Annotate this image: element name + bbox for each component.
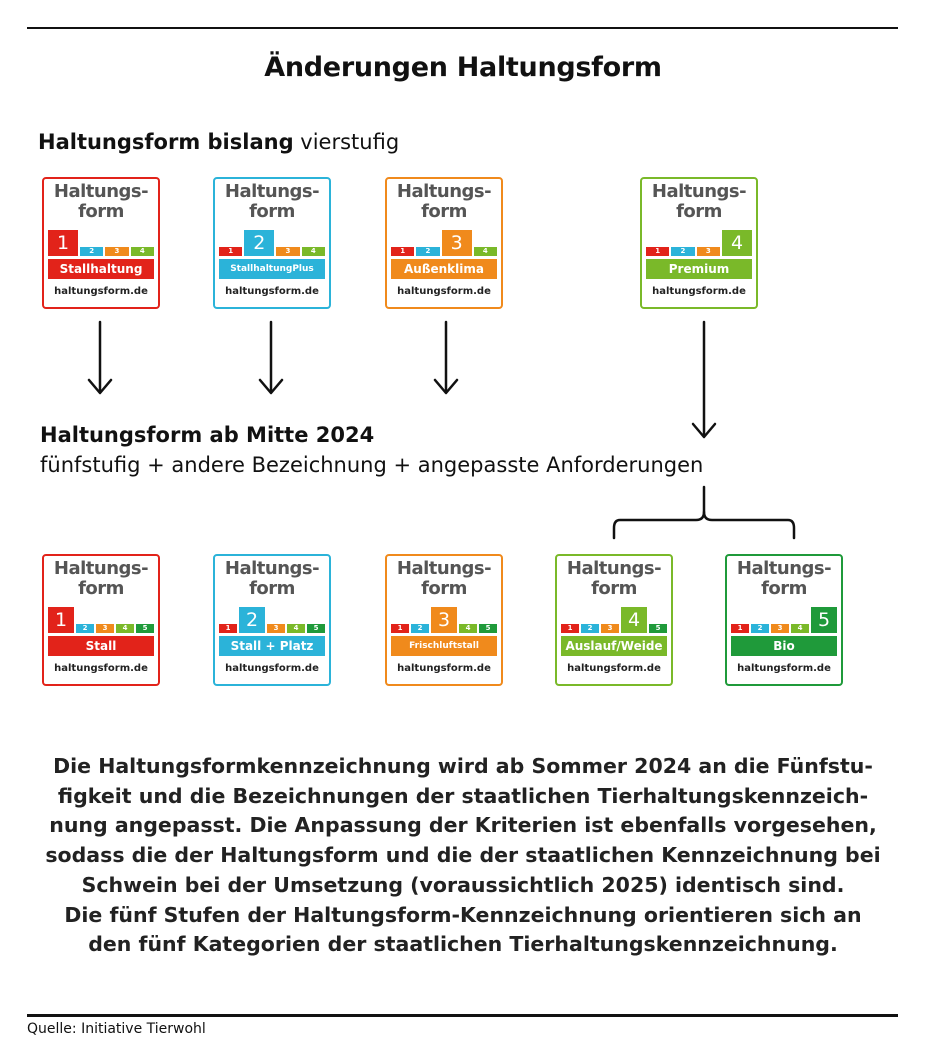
arrow-down-icon [89,322,111,393]
label-heading [557,559,671,599]
label-url: haltungsform.de [225,663,319,674]
label-name-band: Auslauf/Weide [561,636,667,656]
level-scale [48,607,154,633]
level-step-1: 1 [391,247,414,256]
section-new-subheading: fünfstufig + andere Bezeichnung + angepasste Anforderungen [40,453,704,477]
label-heading-line2: form [78,578,124,599]
haltungsform-label-3 [385,554,503,686]
label-name-band: Außenklima [391,259,497,279]
level-step-3: 3 [442,230,472,256]
level-step-3: 3 [267,624,285,633]
label-url: haltungsform.de [737,663,831,674]
description-line: Die Haltungsformkennzeichnung wird ab Sommer 2024 an die Fünfstu- [53,754,873,778]
description-line: nung angepasst. Die Anpassung der Kriterien ist ebenfalls vorgesehen, [49,813,877,838]
description-line: Schwein bei der Umsetzung (voraussichtlich 2025) identisch sind. [81,872,845,897]
level-step-2: 2 [581,624,599,633]
arrow-down-icon [435,322,457,393]
section-old-bold: Haltungsform bislang [38,130,294,154]
label-heading-line2: form [421,578,467,599]
level-scale [561,607,667,633]
description [30,752,896,960]
section-new-heading: Haltungsform ab Mitte 2024 [40,423,375,447]
level-step-4: 4 [722,230,752,256]
bottom-rule [27,1014,898,1017]
label-name-band: Stallhaltung [48,259,154,279]
label-heading-line2: form [249,578,295,599]
level-step-2: 2 [416,247,439,256]
label-url: haltungsform.de [567,663,661,674]
level-step-2: 2 [239,607,265,633]
level-step-2: 2 [76,624,94,633]
label-name-band: Frischluftstall [391,636,497,656]
label-name-band: Premium [646,259,752,279]
level-step-3: 3 [601,624,619,633]
label-heading-line2: form [421,201,467,222]
label-heading-line1: Haltungs- [53,558,149,579]
level-step-3: 3 [771,624,789,633]
level-step-4: 4 [621,607,647,633]
label-heading-line1: Haltungs- [53,181,149,202]
haltungsform-label-4 [555,554,673,686]
level-step-2: 2 [751,624,769,633]
label-heading [44,559,158,599]
level-step-1: 1 [731,624,749,633]
level-step-5: 5 [479,624,497,633]
label-heading-line1: Haltungs- [651,181,747,202]
level-step-4: 4 [131,247,154,256]
label-heading-line2: form [591,578,637,599]
label-name-band: Bio [731,636,837,656]
level-scale [731,607,837,633]
label-url: haltungsform.de [397,286,491,297]
level-step-5: 5 [649,624,667,633]
label-name-band: Stall [48,636,154,656]
level-step-4: 4 [302,247,325,256]
label-heading-line1: Haltungs- [396,558,492,579]
label-name-band: Stall + Platz [219,636,325,656]
level-step-3: 3 [431,607,457,633]
source-note: Quelle: Initiative Tierwohl [27,1021,206,1037]
level-step-3: 3 [96,624,114,633]
label-name-band: StallhaltungPlus [219,259,325,279]
label-heading-line2: form [761,578,807,599]
arrow-down-icon [260,322,282,393]
brace-icon [614,487,794,538]
arrow-down-icon [693,322,715,437]
level-step-5: 5 [136,624,154,633]
level-step-1: 1 [646,247,669,256]
label-heading-line1: Haltungs- [396,181,492,202]
level-scale [219,607,325,633]
label-heading-line2: form [78,201,124,222]
level-step-3: 3 [105,247,128,256]
label-url: haltungsform.de [54,286,148,297]
level-step-4: 4 [116,624,134,633]
level-step-4: 4 [459,624,477,633]
label-heading-line1: Haltungs- [566,558,662,579]
level-step-4: 4 [791,624,809,633]
level-step-2: 2 [244,230,274,256]
level-step-4: 4 [287,624,305,633]
level-step-3: 3 [697,247,720,256]
description-line: sodass die der Haltungsform und die der staatlichen Kennzeichnung bei [45,843,881,868]
level-step-1: 1 [48,607,74,633]
description-line: Die fünf Stufen der Haltungsform-Kennzeichnung orientieren sich an [64,902,862,927]
description-line: den fünf Kategorien der staatlichen Tierhaltungskennzeichnung. [88,932,838,957]
label-heading-line1: Haltungs- [736,558,832,579]
description-line: figkeit und die Bezeichnungen der staatlichen Tierhaltungskennzeich- [57,783,869,808]
label-heading-line2: form [249,201,295,222]
label-heading [387,559,501,599]
label-url: haltungsform.de [397,663,491,674]
haltungsform-label-2 [213,554,331,686]
haltungsform-label-5 [725,554,843,686]
level-step-2: 2 [671,247,694,256]
section-old-rest: vierstufig [293,130,400,154]
level-step-1: 1 [561,624,579,633]
level-step-1: 1 [219,624,237,633]
level-step-1: 1 [219,247,242,256]
label-heading-line1: Haltungs- [224,558,320,579]
label-heading-line1: Haltungs- [224,181,320,202]
level-step-3: 3 [276,247,299,256]
level-scale [391,607,497,633]
label-url: haltungsform.de [225,286,319,297]
label-url: haltungsform.de [652,286,746,297]
level-step-2: 2 [80,247,103,256]
haltungsform-label-1 [42,554,160,686]
page-title: Änderungen Haltungsform [264,52,662,83]
level-step-1: 1 [391,624,409,633]
label-heading [727,559,841,599]
label-heading-line2: form [676,201,722,222]
label-heading [215,559,329,599]
level-step-1: 1 [48,230,78,256]
label-url: haltungsform.de [54,663,148,674]
level-step-2: 2 [411,624,429,633]
level-step-5: 5 [811,607,837,633]
level-step-5: 5 [307,624,325,633]
level-step-4: 4 [474,247,497,256]
